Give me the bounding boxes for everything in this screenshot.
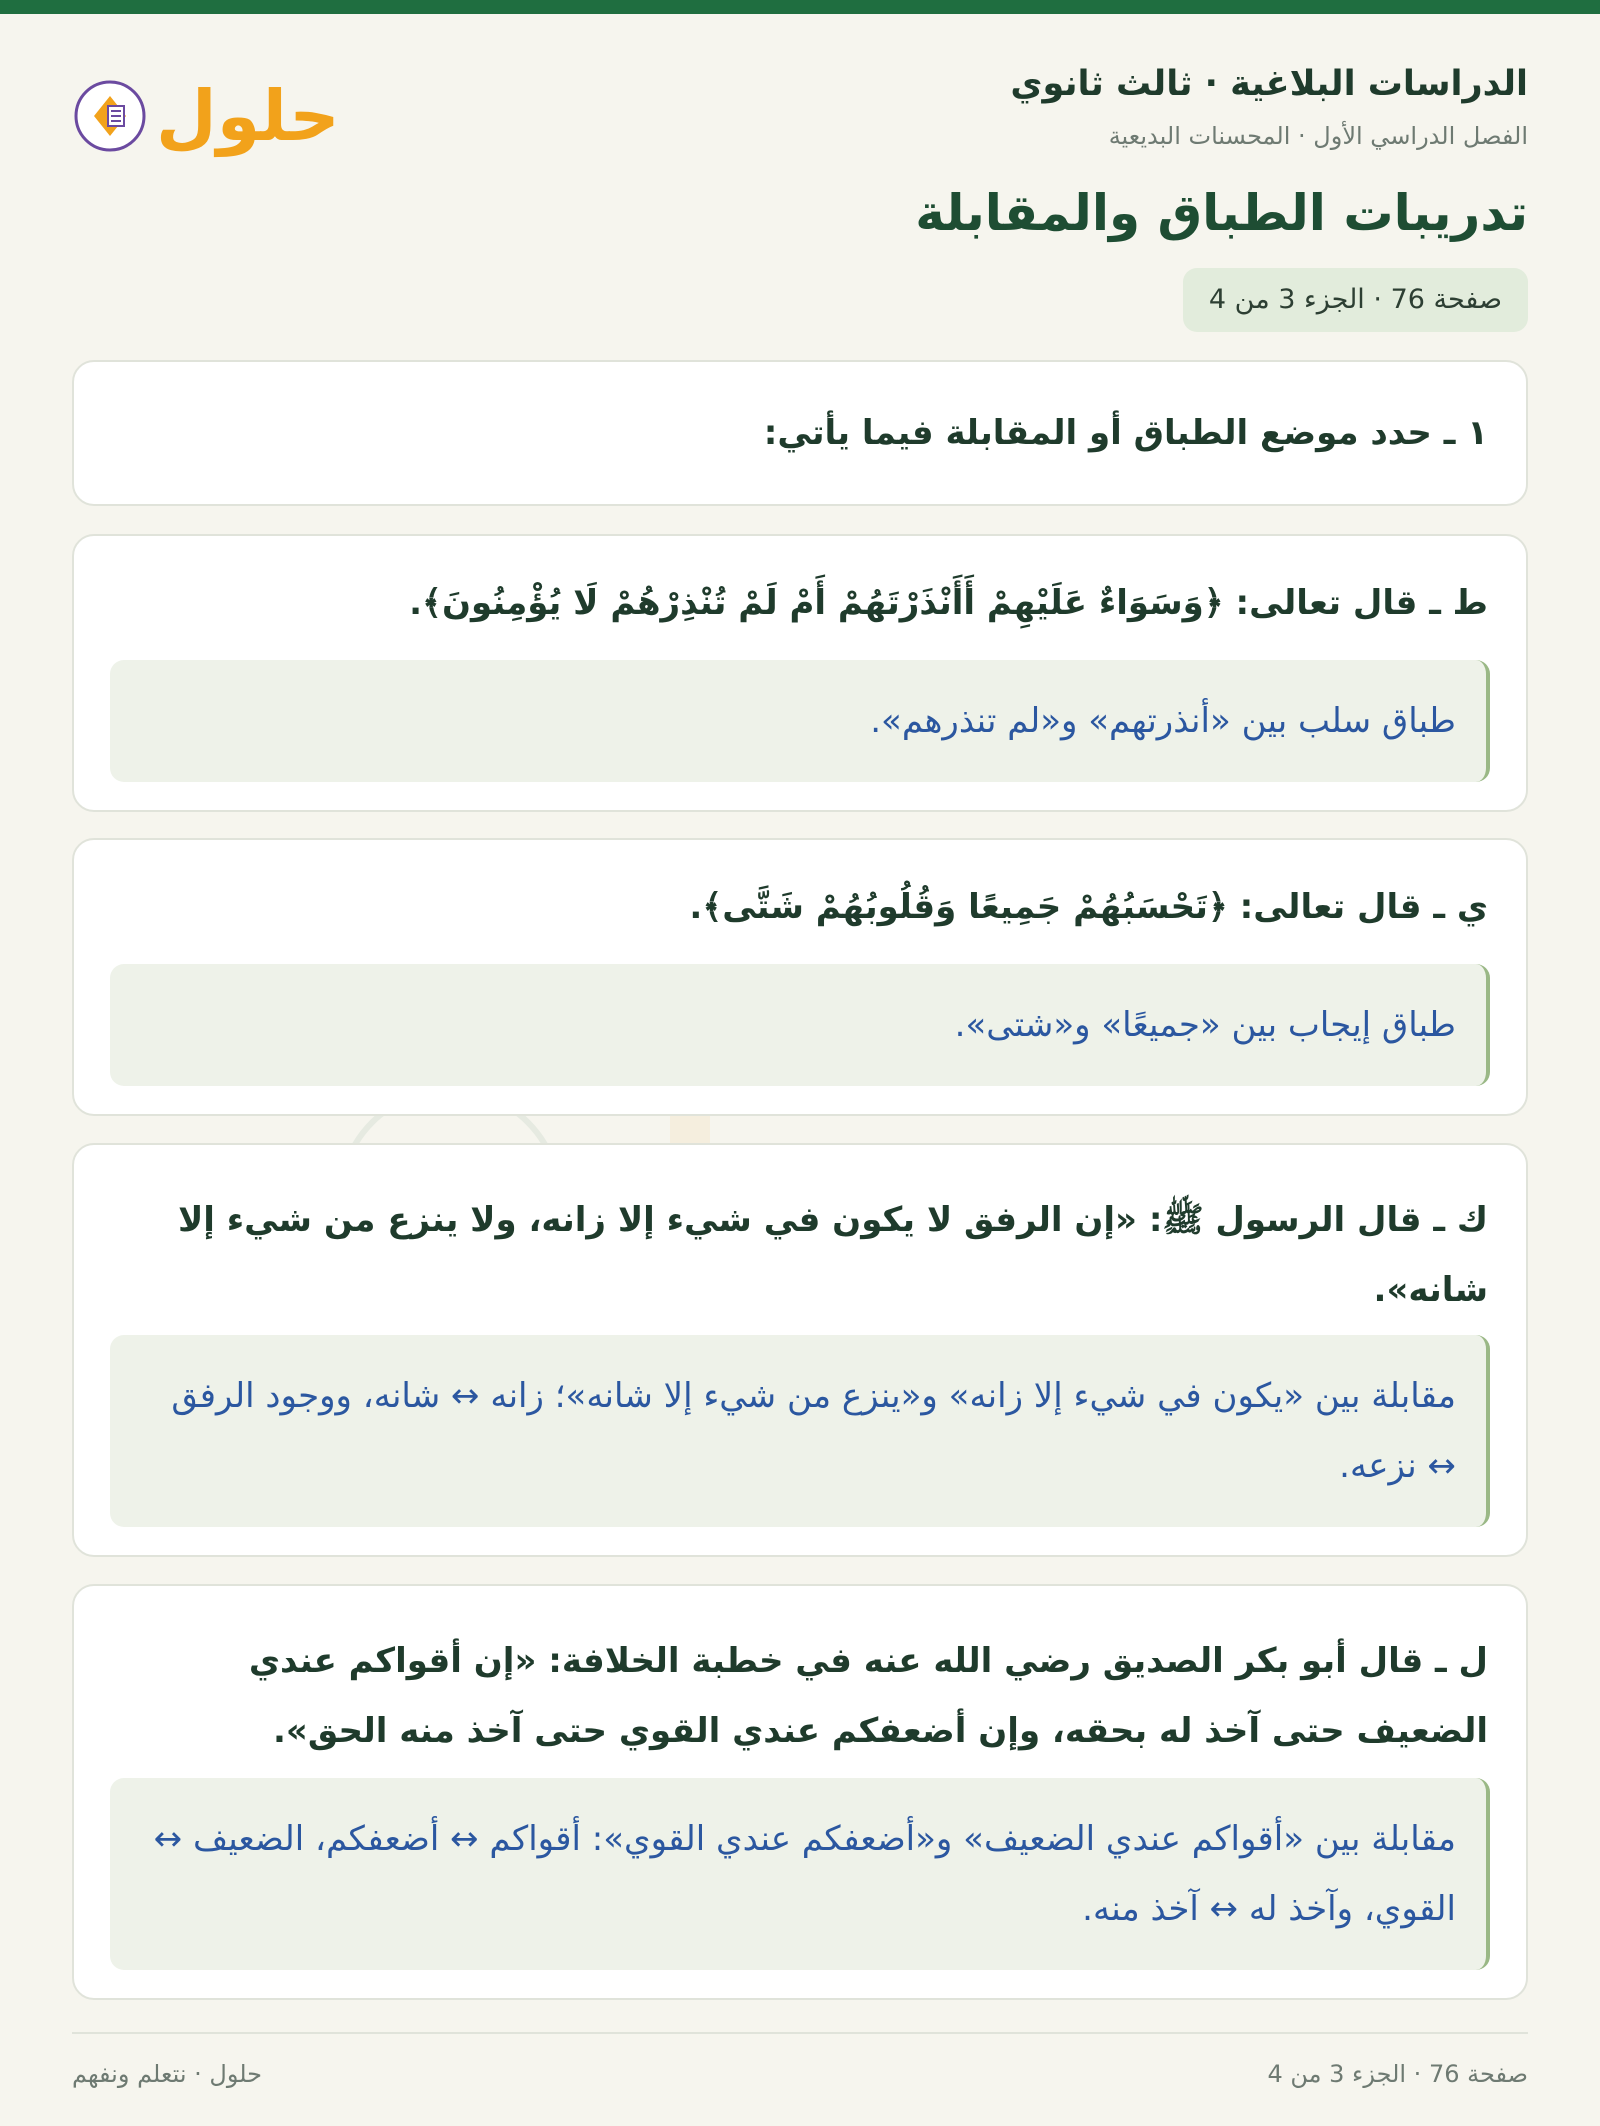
footer-divider: [72, 2032, 1528, 2034]
question-text: ط ـ قال تعالى: ﴿وَسَوَاءٌ عَلَيْهِمْ أَأَنْذَرْتَهُمْ أَمْ لَمْ تُنْذِرْهُمْ لَا يُؤْمِنُونَ﴾.: [409, 583, 1488, 623]
book-title: الدراسات البلاغية · ثالث ثانوي: [1010, 64, 1528, 104]
answer-box: [110, 1778, 1490, 1970]
answer-box: [110, 660, 1490, 782]
logo-text: حلول: [156, 75, 340, 157]
logo[interactable]: [72, 60, 340, 180]
question-text: ي ـ قال تعالى: ﴿تَحْسَبُهُمْ جَمِيعًا وَقُلُوبُهُمْ شَتَّى﴾.: [689, 887, 1488, 927]
answer-text: مقابلة بين «أقواكم عندي الضعيف» و«أضعفكم عندي القوي»: أقواكم ↔ أضعفكم، الضعيف ↔ القوي، وآخذ له ↔ آخذ منه.: [153, 1819, 1456, 1929]
exercise-card: [72, 838, 1528, 1116]
footer-page-info: صفحة 76 · الجزء 3 من 4: [1267, 2060, 1528, 2088]
exercise-card: [72, 1143, 1528, 1557]
question-text: ك ـ قال الرسول ﷺ: «إن الرفق لا يكون في شيء إلا زانه، ولا ينزع من شيء إلا شانه».: [177, 1200, 1488, 1310]
question-text: ل ـ قال أبو بكر الصديق رضي الله عنه في خطبة الخلافة: «إن أقواكم عندي الضعيف حتى آخذ له بحقه، وإن أضعفكم عندي القوي حتى آخذ منه الحق».: [248, 1641, 1488, 1751]
page-badge: صفحة 76 · الجزء 3 من 4: [1183, 268, 1528, 332]
answer-text: مقابلة بين «يكون في شيء إلا زانه» و«ينزع من شيء إلا شانه»؛ زانه ↔ شانه، ووجود الرفق ↔ نزعه.: [171, 1376, 1456, 1486]
book-subtitle: الفصل الدراسي الأول · المحسنات البديعية: [1108, 122, 1528, 150]
top-accent-bar: [0, 0, 1600, 14]
instruction-card: [72, 360, 1528, 506]
footer-brand: حلول · نتعلم ونفهم: [72, 2060, 262, 2088]
instruction-text: ١ ـ حدد موضع الطباق أو المقابلة فيما يأتي:: [763, 413, 1488, 453]
answer-box: [110, 1335, 1490, 1527]
answer-text: طباق سلب بين «أنذرتهم» و«لم تنذرهم».: [870, 701, 1456, 741]
answer-box: [110, 964, 1490, 1086]
answer-text: طباق إيجاب بين «جميعًا» و«شتى».: [954, 1005, 1456, 1045]
exercise-card: [72, 1584, 1528, 2000]
header-text: [915, 60, 1528, 332]
exercise-card: [72, 534, 1528, 812]
header: [72, 60, 1528, 340]
lesson-title: تدريبات الطباق والمقابلة: [915, 184, 1528, 242]
